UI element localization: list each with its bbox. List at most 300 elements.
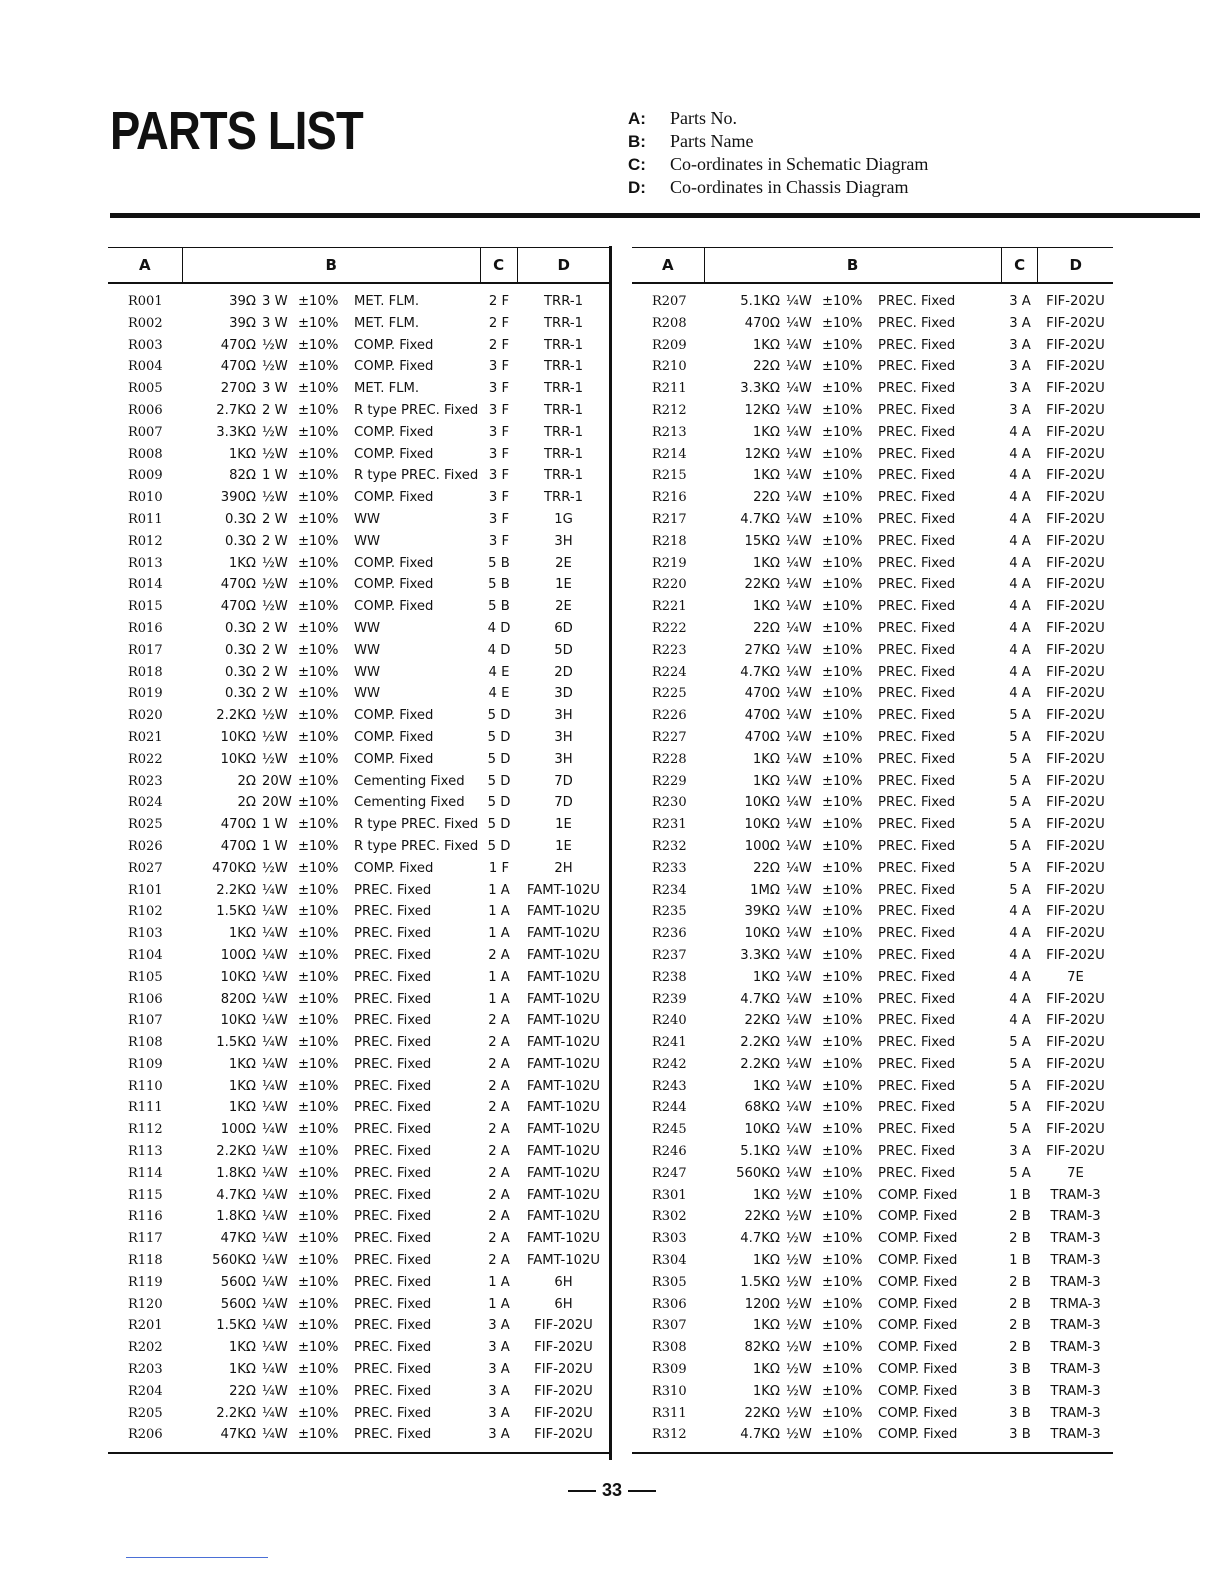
chassis-coordinate: FIF-202U bbox=[1046, 511, 1105, 527]
part-name bbox=[182, 1119, 481, 1141]
chassis-coordinate: FIF-202U bbox=[1046, 642, 1105, 658]
resistance-value: 2.2KΩ bbox=[216, 708, 256, 724]
chassis-coordinate: FIF-202U bbox=[534, 1362, 593, 1378]
schematic-coordinate: 5 B bbox=[488, 599, 510, 615]
wattage: ¼W bbox=[262, 947, 288, 963]
part-number: R215 bbox=[652, 468, 687, 484]
part-name bbox=[704, 378, 1002, 400]
resistor-type: R type PREC. Fixed bbox=[354, 817, 479, 833]
part-name bbox=[704, 400, 1002, 422]
chassis-coordinate: 6H bbox=[554, 1296, 573, 1312]
resistance-value: 470Ω bbox=[220, 817, 256, 833]
tolerance: ±10% bbox=[822, 1427, 863, 1443]
chassis-coordinate: FIF-202U bbox=[1046, 729, 1105, 745]
schematic-coordinate: 2 A bbox=[488, 1144, 510, 1160]
resistor-type: PREC. Fixed bbox=[878, 1013, 956, 1029]
wattage: ¼W bbox=[262, 1427, 288, 1443]
table-row bbox=[108, 1424, 610, 1446]
wattage: ¼W bbox=[786, 795, 812, 811]
table-row bbox=[108, 291, 610, 313]
part-number: R014 bbox=[128, 577, 163, 593]
wattage: ¼W bbox=[262, 1231, 288, 1247]
resistor-type: PREC. Fixed bbox=[354, 904, 432, 920]
part-number: R224 bbox=[652, 664, 687, 680]
table-row bbox=[632, 378, 1113, 400]
chassis-coordinate: FIF-202U bbox=[1046, 947, 1105, 963]
resistor-type: WW bbox=[354, 533, 381, 549]
part-name bbox=[182, 1097, 481, 1119]
table-row bbox=[108, 1206, 610, 1228]
resistor-type: PREC. Fixed bbox=[878, 1122, 956, 1138]
part-name bbox=[704, 1228, 1002, 1250]
wattage: ½W bbox=[262, 490, 288, 506]
schematic-coordinate: 1 A bbox=[488, 969, 510, 985]
wattage: 1 W bbox=[262, 838, 288, 854]
schematic-coordinate: 1 B bbox=[1009, 1187, 1031, 1203]
part-number: R102 bbox=[128, 904, 163, 920]
schematic-coordinate: 3 A bbox=[1009, 1144, 1031, 1160]
table-row bbox=[108, 683, 610, 705]
resistor-type: PREC. Fixed bbox=[354, 1383, 432, 1399]
table-row bbox=[632, 1359, 1113, 1381]
chassis-coordinate: FIF-202U bbox=[1046, 1035, 1105, 1051]
resistor-type: PREC. Fixed bbox=[878, 991, 956, 1007]
wattage: ¼W bbox=[786, 577, 812, 593]
part-number: R306 bbox=[652, 1296, 687, 1312]
chassis-coordinate: FIF-202U bbox=[1046, 381, 1105, 397]
part-number: R222 bbox=[652, 620, 687, 636]
resistor-type: PREC. Fixed bbox=[878, 1035, 956, 1051]
resistance-value: 1KΩ bbox=[752, 555, 780, 571]
part-name bbox=[182, 291, 481, 313]
part-number: R006 bbox=[128, 402, 163, 418]
chassis-coordinate: FAMT-102U bbox=[526, 926, 601, 942]
resistance-value: 100Ω bbox=[220, 947, 256, 963]
resistance-value: 270Ω bbox=[220, 381, 256, 397]
resistor-type: COMP. Fixed bbox=[354, 359, 434, 375]
resistor-type: PREC. Fixed bbox=[354, 1427, 432, 1443]
resistor-type: COMP. Fixed bbox=[354, 337, 434, 353]
resistance-value: 470Ω bbox=[744, 708, 780, 724]
part-name bbox=[182, 1359, 481, 1381]
part-name bbox=[704, 1032, 1002, 1054]
resistance-value: 1KΩ bbox=[752, 1362, 780, 1378]
resistor-type: PREC. Fixed bbox=[354, 1209, 432, 1225]
resistance-value: 68KΩ bbox=[744, 1100, 780, 1116]
part-name bbox=[182, 1185, 481, 1207]
chassis-coordinate: FIF-202U bbox=[1046, 620, 1105, 636]
schematic-coordinate: 4 D bbox=[487, 642, 511, 658]
table-row bbox=[632, 596, 1113, 618]
tolerance: ±10% bbox=[298, 1296, 339, 1312]
schematic-coordinate: 1 A bbox=[488, 904, 510, 920]
part-name bbox=[182, 1141, 481, 1163]
resistor-type: COMP. Fixed bbox=[878, 1383, 958, 1399]
resistor-type: R type PREC. Fixed bbox=[354, 468, 479, 484]
tolerance: ±10% bbox=[822, 1035, 863, 1051]
resistance-value: 39Ω bbox=[229, 294, 256, 309]
part-number: R001 bbox=[128, 294, 163, 309]
schematic-coordinate: 4 A bbox=[1009, 446, 1031, 462]
wattage: 2 W bbox=[262, 664, 288, 680]
chassis-coordinate: TRAM-3 bbox=[1050, 1340, 1101, 1356]
part-number: R213 bbox=[652, 424, 687, 440]
part-name bbox=[704, 574, 1002, 596]
chassis-coordinate: TRAM-3 bbox=[1050, 1274, 1101, 1290]
part-number: R312 bbox=[652, 1427, 687, 1443]
wattage: 1 W bbox=[262, 817, 288, 833]
header-a: A bbox=[661, 256, 674, 274]
table-row bbox=[108, 553, 610, 575]
chassis-coordinate: FAMT-102U bbox=[526, 947, 601, 963]
wattage: ¼W bbox=[262, 991, 288, 1007]
part-name bbox=[182, 1010, 481, 1032]
table-row bbox=[108, 749, 610, 771]
part-number: R240 bbox=[652, 1013, 687, 1029]
part-name bbox=[704, 422, 1002, 444]
table-row bbox=[632, 356, 1113, 378]
resistance-value: 0.3Ω bbox=[224, 511, 256, 527]
part-number: R106 bbox=[128, 991, 163, 1007]
table-row bbox=[632, 1272, 1113, 1294]
table-row bbox=[632, 1185, 1113, 1207]
resistor-type: PREC. Fixed bbox=[878, 1056, 956, 1072]
table-row bbox=[632, 1381, 1113, 1403]
table-row bbox=[108, 509, 610, 531]
schematic-coordinate: 5 A bbox=[1009, 1078, 1031, 1094]
chassis-coordinate: FIF-202U bbox=[534, 1405, 593, 1421]
chassis-coordinate: FAMT-102U bbox=[526, 1187, 601, 1203]
resistance-value: 22Ω bbox=[753, 860, 780, 876]
chassis-coordinate: FIF-202U bbox=[1046, 991, 1105, 1007]
part-name bbox=[704, 792, 1002, 814]
table-row bbox=[108, 1054, 610, 1076]
chassis-coordinate: FAMT-102U bbox=[526, 1122, 601, 1138]
schematic-coordinate: 2 A bbox=[488, 947, 510, 963]
table-row bbox=[632, 1032, 1113, 1054]
part-number: R118 bbox=[128, 1253, 163, 1269]
table-row bbox=[632, 749, 1113, 771]
schematic-coordinate: 2 B bbox=[1009, 1296, 1031, 1312]
part-name bbox=[182, 444, 481, 466]
schematic-coordinate: 2 A bbox=[488, 1035, 510, 1051]
table-row bbox=[108, 1097, 610, 1119]
tolerance: ±10% bbox=[298, 294, 339, 309]
wattage: ¼W bbox=[786, 533, 812, 549]
schematic-coordinate: 3 F bbox=[488, 424, 510, 440]
part-name bbox=[704, 923, 1002, 945]
table-row bbox=[108, 792, 610, 814]
table-row bbox=[632, 553, 1113, 575]
resistor-type: COMP. Fixed bbox=[354, 446, 434, 462]
chassis-coordinate: TRAM-3 bbox=[1050, 1318, 1101, 1334]
chassis-coordinate: 7D bbox=[554, 773, 573, 789]
resistor-type: Cementing Fixed bbox=[354, 795, 465, 811]
tolerance: ±10% bbox=[822, 1383, 863, 1399]
resistor-type: PREC. Fixed bbox=[354, 1362, 432, 1378]
resistor-type: PREC. Fixed bbox=[354, 1340, 432, 1356]
tolerance: ±10% bbox=[298, 315, 339, 331]
table-body bbox=[632, 284, 1113, 1454]
part-number: R232 bbox=[652, 838, 687, 854]
table-row bbox=[108, 313, 610, 335]
footer-line bbox=[126, 1557, 268, 1558]
legend-row bbox=[628, 153, 928, 176]
tolerance: ±10% bbox=[822, 795, 863, 811]
part-number: R105 bbox=[128, 969, 163, 985]
tolerance: ±10% bbox=[822, 533, 863, 549]
tolerance: ±10% bbox=[298, 620, 339, 636]
wattage: 2 W bbox=[262, 402, 288, 418]
chassis-coordinate: FIF-202U bbox=[1046, 1144, 1105, 1160]
part-number: R017 bbox=[128, 642, 163, 658]
chassis-coordinate: FIF-202U bbox=[1046, 402, 1105, 418]
part-number: R220 bbox=[652, 577, 687, 593]
wattage: ¼W bbox=[786, 468, 812, 484]
chassis-coordinate: FIF-202U bbox=[1046, 1122, 1105, 1138]
resistance-value: 2Ω bbox=[237, 773, 256, 789]
table-row bbox=[632, 574, 1113, 596]
part-number: R204 bbox=[128, 1383, 163, 1399]
schematic-coordinate: 5 A bbox=[1009, 729, 1031, 745]
resistance-value: 0.3Ω bbox=[224, 620, 256, 636]
wattage: ¼W bbox=[786, 294, 812, 309]
tolerance: ±10% bbox=[298, 490, 339, 506]
table-row bbox=[108, 1381, 610, 1403]
part-name bbox=[182, 1054, 481, 1076]
tolerance: ±10% bbox=[822, 1362, 863, 1378]
part-name bbox=[182, 727, 481, 749]
part-name bbox=[182, 335, 481, 357]
resistor-type: PREC. Fixed bbox=[354, 947, 432, 963]
wattage: ¼W bbox=[786, 664, 812, 680]
part-number: R025 bbox=[128, 817, 163, 833]
chassis-coordinate: FIF-202U bbox=[1046, 686, 1105, 702]
resistor-type: PREC. Fixed bbox=[354, 1253, 432, 1269]
tolerance: ±10% bbox=[822, 555, 863, 571]
resistor-type: PREC. Fixed bbox=[354, 1078, 432, 1094]
part-number: R231 bbox=[652, 817, 687, 833]
page-number bbox=[0, 1480, 1224, 1501]
legend-key: B: bbox=[628, 132, 646, 151]
chassis-coordinate: 5D bbox=[554, 642, 573, 658]
tolerance: ±10% bbox=[822, 315, 863, 331]
resistor-type: PREC. Fixed bbox=[878, 1165, 956, 1181]
tolerance: ±10% bbox=[822, 1165, 863, 1181]
resistor-type: PREC. Fixed bbox=[878, 555, 956, 571]
part-name bbox=[182, 465, 481, 487]
chassis-coordinate: TRAM-3 bbox=[1050, 1405, 1101, 1421]
tolerance: ±10% bbox=[298, 773, 339, 789]
chassis-coordinate: TRR-1 bbox=[544, 315, 583, 331]
part-number: R016 bbox=[128, 620, 163, 636]
part-name bbox=[704, 967, 1002, 989]
table-row bbox=[108, 1359, 610, 1381]
table-row bbox=[632, 792, 1113, 814]
resistor-type: COMP. Fixed bbox=[354, 860, 434, 876]
legend-key: D: bbox=[628, 178, 646, 197]
chassis-coordinate: FAMT-102U bbox=[526, 904, 601, 920]
schematic-coordinate: 5 B bbox=[488, 577, 510, 593]
resistance-value: 1.5KΩ bbox=[216, 1318, 256, 1334]
tolerance: ±10% bbox=[822, 424, 863, 440]
resistance-value: 1KΩ bbox=[752, 1253, 780, 1269]
tolerance: ±10% bbox=[822, 642, 863, 658]
wattage: 2 W bbox=[262, 533, 288, 549]
chassis-coordinate: FIF-202U bbox=[1046, 751, 1105, 767]
resistance-value: 1KΩ bbox=[228, 1100, 256, 1116]
part-name bbox=[182, 814, 481, 836]
resistor-type: PREC. Fixed bbox=[878, 751, 956, 767]
table-row bbox=[108, 400, 610, 422]
part-name bbox=[704, 1403, 1002, 1425]
chassis-coordinate: FAMT-102U bbox=[526, 1231, 601, 1247]
table-row bbox=[108, 487, 610, 509]
chassis-coordinate: TRR-1 bbox=[544, 424, 583, 440]
wattage: ¼W bbox=[786, 860, 812, 876]
wattage: 2 W bbox=[262, 686, 288, 702]
part-name bbox=[182, 574, 481, 596]
wattage: ¼W bbox=[262, 904, 288, 920]
table-row bbox=[632, 291, 1113, 313]
schematic-coordinate: 5 A bbox=[1009, 1035, 1031, 1051]
wattage: ¼W bbox=[262, 1144, 288, 1160]
table-row bbox=[108, 727, 610, 749]
resistor-type: PREC. Fixed bbox=[878, 860, 956, 876]
resistor-type: MET. FLM. bbox=[354, 315, 420, 331]
chassis-coordinate: FIF-202U bbox=[1046, 468, 1105, 484]
part-name bbox=[704, 1424, 1002, 1446]
schematic-coordinate: 4 A bbox=[1009, 424, 1031, 440]
wattage: 3 W bbox=[262, 294, 288, 309]
wattage: ½W bbox=[262, 708, 288, 724]
schematic-coordinate: 4 A bbox=[1009, 620, 1031, 636]
chassis-coordinate: FIF-202U bbox=[534, 1427, 593, 1443]
tolerance: ±10% bbox=[822, 1318, 863, 1334]
wattage: ¼W bbox=[786, 446, 812, 462]
resistor-type: R type PREC. Fixed bbox=[354, 838, 479, 854]
resistance-value: 470Ω bbox=[220, 599, 256, 615]
chassis-coordinate: FIF-202U bbox=[1046, 882, 1105, 898]
wattage: 20W bbox=[262, 795, 292, 811]
tolerance: ±10% bbox=[822, 969, 863, 985]
part-name bbox=[704, 880, 1002, 902]
wattage: ¼W bbox=[262, 1187, 288, 1203]
wattage: ½W bbox=[786, 1383, 812, 1399]
resistor-type: PREC. Fixed bbox=[354, 1274, 432, 1290]
resistor-type: PREC. Fixed bbox=[878, 773, 956, 789]
part-number: R305 bbox=[652, 1274, 687, 1290]
wattage: ¼W bbox=[786, 620, 812, 636]
schematic-coordinate: 5 D bbox=[487, 795, 511, 811]
schematic-coordinate: 3 A bbox=[1009, 402, 1031, 418]
part-number: R015 bbox=[128, 599, 163, 615]
table-row bbox=[108, 378, 610, 400]
part-number: R022 bbox=[128, 751, 163, 767]
wattage: ¼W bbox=[262, 926, 288, 942]
chassis-coordinate: 2E bbox=[555, 555, 572, 571]
resistance-value: 820Ω bbox=[220, 991, 256, 1007]
schematic-coordinate: 3 A bbox=[488, 1318, 510, 1334]
chassis-coordinate: FIF-202U bbox=[1046, 599, 1105, 615]
chassis-coordinate: TRAM-3 bbox=[1050, 1231, 1101, 1247]
chassis-coordinate: TRR-1 bbox=[544, 402, 583, 418]
schematic-coordinate: 4 A bbox=[1009, 577, 1031, 593]
chassis-coordinate: 1E bbox=[555, 817, 572, 833]
chassis-coordinate: FIF-202U bbox=[1046, 1078, 1105, 1094]
resistor-type: COMP. Fixed bbox=[878, 1318, 958, 1334]
part-number: R009 bbox=[128, 468, 163, 484]
chassis-coordinate: FIF-202U bbox=[1046, 315, 1105, 331]
resistance-value: 1.8KΩ bbox=[216, 1209, 256, 1225]
wattage: ½W bbox=[786, 1253, 812, 1269]
table-row bbox=[108, 1250, 610, 1272]
schematic-coordinate: 3 A bbox=[488, 1362, 510, 1378]
tolerance: ±10% bbox=[822, 1013, 863, 1029]
resistor-type: COMP. Fixed bbox=[354, 424, 434, 440]
part-name bbox=[182, 1250, 481, 1272]
chassis-coordinate: FAMT-102U bbox=[526, 1078, 601, 1094]
resistor-type: PREC. Fixed bbox=[878, 402, 956, 418]
chassis-coordinate: TRMA-3 bbox=[1050, 1296, 1101, 1312]
resistance-value: 1KΩ bbox=[228, 1078, 256, 1094]
resistance-value: 10KΩ bbox=[220, 751, 256, 767]
part-number: R003 bbox=[128, 337, 163, 353]
resistor-type: PREC. Fixed bbox=[354, 969, 432, 985]
tolerance: ±10% bbox=[298, 1405, 339, 1421]
resistance-value: 12KΩ bbox=[744, 446, 780, 462]
resistance-value: 4.7KΩ bbox=[740, 511, 780, 527]
part-name bbox=[182, 509, 481, 531]
resistor-type: PREC. Fixed bbox=[878, 926, 956, 942]
part-name bbox=[182, 1381, 481, 1403]
resistance-value: 39Ω bbox=[229, 315, 256, 331]
wattage: ½W bbox=[786, 1209, 812, 1225]
part-number: R109 bbox=[128, 1056, 163, 1072]
tolerance: ±10% bbox=[822, 860, 863, 876]
schematic-coordinate: 3 A bbox=[1009, 337, 1031, 353]
resistor-type: WW bbox=[354, 511, 381, 527]
resistor-type: COMP. Fixed bbox=[354, 490, 434, 506]
wattage: ½W bbox=[786, 1318, 812, 1334]
part-name bbox=[182, 1315, 481, 1337]
table-row bbox=[632, 683, 1113, 705]
wattage: ¼W bbox=[786, 1078, 812, 1094]
resistor-type: COMP. Fixed bbox=[878, 1187, 958, 1203]
table-row bbox=[632, 335, 1113, 357]
tolerance: ±10% bbox=[298, 882, 339, 898]
part-name bbox=[704, 1119, 1002, 1141]
page-number-text: 33 bbox=[601, 1480, 623, 1500]
legend-key: C: bbox=[628, 155, 646, 174]
legend-text: Parts Name bbox=[670, 131, 754, 151]
part-number: R236 bbox=[652, 926, 687, 942]
table-row bbox=[108, 618, 610, 640]
resistance-value: 10KΩ bbox=[744, 1122, 780, 1138]
schematic-coordinate: 3 B bbox=[1009, 1362, 1031, 1378]
table-row bbox=[108, 640, 610, 662]
schematic-coordinate: 4 E bbox=[488, 686, 510, 702]
resistance-value: 5.1KΩ bbox=[740, 294, 780, 309]
wattage: 1 W bbox=[262, 468, 288, 484]
table-row bbox=[108, 356, 610, 378]
schematic-coordinate: 2 A bbox=[488, 1056, 510, 1072]
resistor-type: PREC. Fixed bbox=[878, 1078, 956, 1094]
resistor-type: PREC. Fixed bbox=[354, 882, 432, 898]
resistance-value: 22Ω bbox=[753, 490, 780, 506]
resistance-value: 4.7KΩ bbox=[740, 1427, 780, 1443]
wattage: ¼W bbox=[262, 1100, 288, 1116]
